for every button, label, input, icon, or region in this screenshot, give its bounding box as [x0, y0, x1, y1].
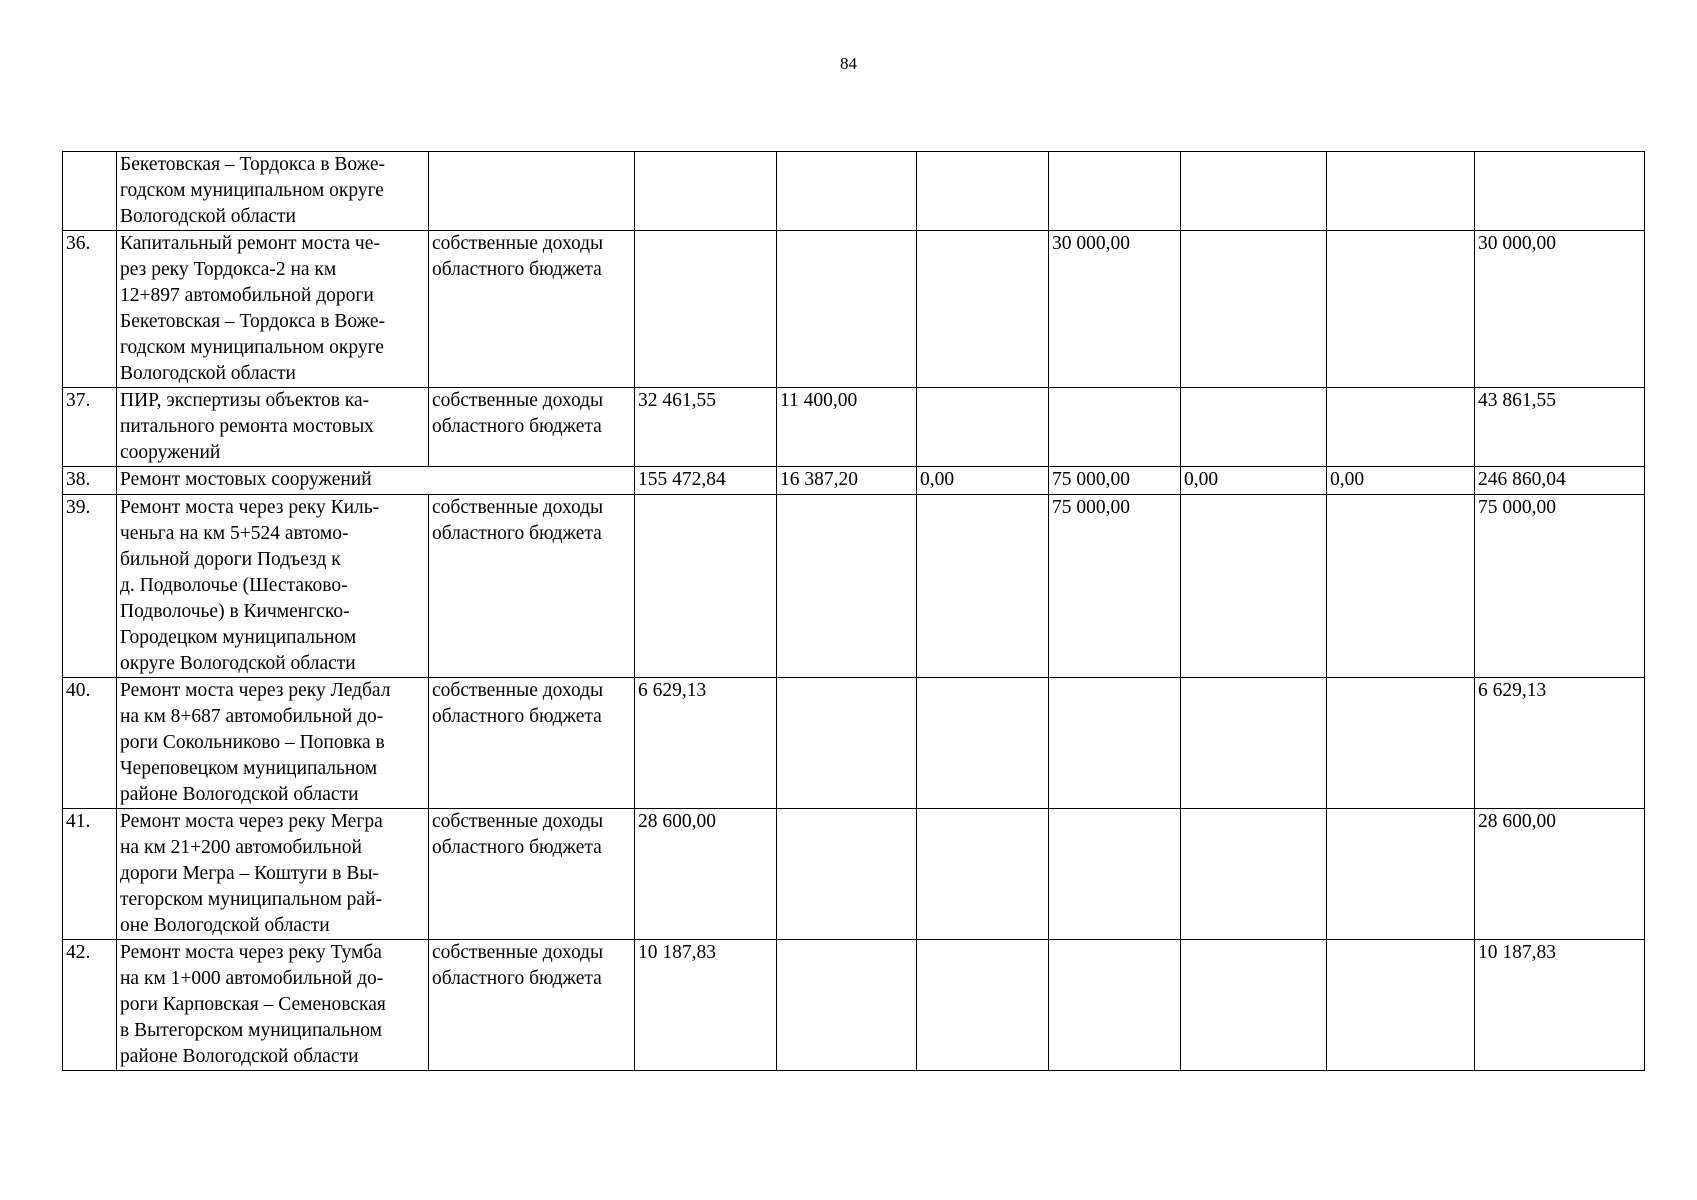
row-value-cell [1181, 231, 1327, 388]
row-total-cell: 10 187,83 [1475, 940, 1645, 1071]
row-total-cell [1475, 152, 1645, 231]
row-value-cell: 6 629,13 [635, 678, 777, 809]
row-value-cell: 0,00 [1181, 467, 1327, 495]
row-value-cell [917, 495, 1049, 678]
row-value-cell [635, 495, 777, 678]
row-number-cell: 42. [63, 940, 117, 1071]
row-number-cell: 36. [63, 231, 117, 388]
budget-table [62, 151, 1645, 1071]
row-total-cell: 28 600,00 [1475, 809, 1645, 940]
row-total-cell: 30 000,00 [1475, 231, 1645, 388]
table-row [63, 467, 1645, 495]
row-number-cell: 37. [63, 388, 117, 467]
row-value-cell: 11 400,00 [777, 388, 917, 467]
row-value-cell [1049, 940, 1181, 1071]
row-number-cell: 40. [63, 678, 117, 809]
row-value-cell [777, 678, 917, 809]
row-total-cell: 75 000,00 [1475, 495, 1645, 678]
row-source-cell: собственные доходы областного бюджета [429, 231, 635, 388]
row-name-cell: Ремонт моста через реку Мегра на км 21+200 автомобильной дороги Мегра – Коштуги в Вы- тегорском муниципальном рай- оне Вологодской области [117, 809, 429, 940]
row-source-cell: собственные доходы областного бюджета [429, 388, 635, 467]
row-value-cell [1049, 678, 1181, 809]
row-value-cell: 16 387,20 [777, 467, 917, 495]
row-source-cell: собственные доходы областного бюджета [429, 678, 635, 809]
row-value-cell [917, 678, 1049, 809]
row-name-cell: Ремонт моста через реку Киль- ченьга на км 5+524 автомо- бильной дороги Подъезд к д. Подволочье (Шестаково- Подволочье) в Кичменгско- Городецком муниципальном округе Вологодской области [117, 495, 429, 678]
row-value-cell [777, 231, 917, 388]
row-value-cell: 0,00 [917, 467, 1049, 495]
table-row [63, 809, 1645, 940]
row-value-cell [1181, 495, 1327, 678]
row-value-cell [917, 940, 1049, 1071]
row-value-cell [917, 152, 1049, 231]
row-value-cell [1049, 388, 1181, 467]
row-value-cell [1327, 678, 1475, 809]
table-row [63, 678, 1645, 809]
row-source-cell: собственные доходы областного бюджета [429, 495, 635, 678]
row-value-cell: 75 000,00 [1049, 495, 1181, 678]
row-value-cell [1327, 231, 1475, 388]
table-body [63, 152, 1645, 1071]
row-name-cell: ПИР, экспертизы объектов ка- питального ремонта мостовых сооружений [117, 388, 429, 467]
row-value-cell [1049, 809, 1181, 940]
row-value-cell [1327, 940, 1475, 1071]
row-value-cell [635, 231, 777, 388]
row-value-cell [1327, 388, 1475, 467]
row-name-cell: Капитальный ремонт моста че- рез реку Тордокса-2 на км 12+897 автомобильной дороги Бекетовская – Тордокса в Воже- годском муниципальном округе Вологодской области [117, 231, 429, 388]
table-row [63, 495, 1645, 678]
row-value-cell [777, 152, 917, 231]
table-row [63, 231, 1645, 388]
row-source-cell: собственные доходы областного бюджета [429, 940, 635, 1071]
row-value-cell: 10 187,83 [635, 940, 777, 1071]
row-total-cell: 6 629,13 [1475, 678, 1645, 809]
row-source-cell: собственные доходы областного бюджета [429, 809, 635, 940]
row-number-cell [63, 152, 117, 231]
row-value-cell [777, 809, 917, 940]
row-number-cell: 41. [63, 809, 117, 940]
row-value-cell [777, 940, 917, 1071]
row-name-cell: Ремонт моста через реку Тумба на км 1+000 автомобильной до- роги Карповская – Семеновская в Вытегорском муниципальном районе Вологодской области [117, 940, 429, 1071]
row-value-cell [1181, 940, 1327, 1071]
row-value-cell [1181, 678, 1327, 809]
row-value-cell [917, 231, 1049, 388]
row-value-cell [1181, 809, 1327, 940]
row-value-cell [777, 495, 917, 678]
row-value-cell [635, 152, 777, 231]
row-value-cell [1181, 388, 1327, 467]
row-value-cell: 155 472,84 [635, 467, 777, 495]
row-name-cell: Бекетовская – Тордокса в Воже- годском муниципальном округе Вологодской области [117, 152, 429, 231]
row-source-cell [429, 152, 635, 231]
row-number-cell: 39. [63, 495, 117, 678]
page-number: 84 [840, 54, 857, 73]
row-value-cell [1181, 152, 1327, 231]
row-value-cell [917, 388, 1049, 467]
row-total-cell: 43 861,55 [1475, 388, 1645, 467]
row-name-cell: Ремонт мостовых сооружений [117, 467, 635, 495]
row-name-cell: Ремонт моста через реку Ледбал на км 8+687 автомобильной до- роги Сокольниково – Поповка в Череповецком муниципальном районе Вологодской области [117, 678, 429, 809]
table-row [63, 940, 1645, 1071]
row-value-cell: 28 600,00 [635, 809, 777, 940]
row-number-cell: 38. [63, 467, 117, 495]
row-value-cell [917, 809, 1049, 940]
row-value-cell: 30 000,00 [1049, 231, 1181, 388]
row-value-cell: 0,00 [1327, 467, 1475, 495]
row-value-cell [1327, 809, 1475, 940]
table-row [63, 152, 1645, 231]
row-total-cell: 246 860,04 [1475, 467, 1645, 495]
table-row [63, 388, 1645, 467]
row-value-cell: 75 000,00 [1049, 467, 1181, 495]
row-value-cell [1327, 495, 1475, 678]
row-value-cell [1049, 152, 1181, 231]
row-value-cell: 32 461,55 [635, 388, 777, 467]
row-value-cell [1327, 152, 1475, 231]
